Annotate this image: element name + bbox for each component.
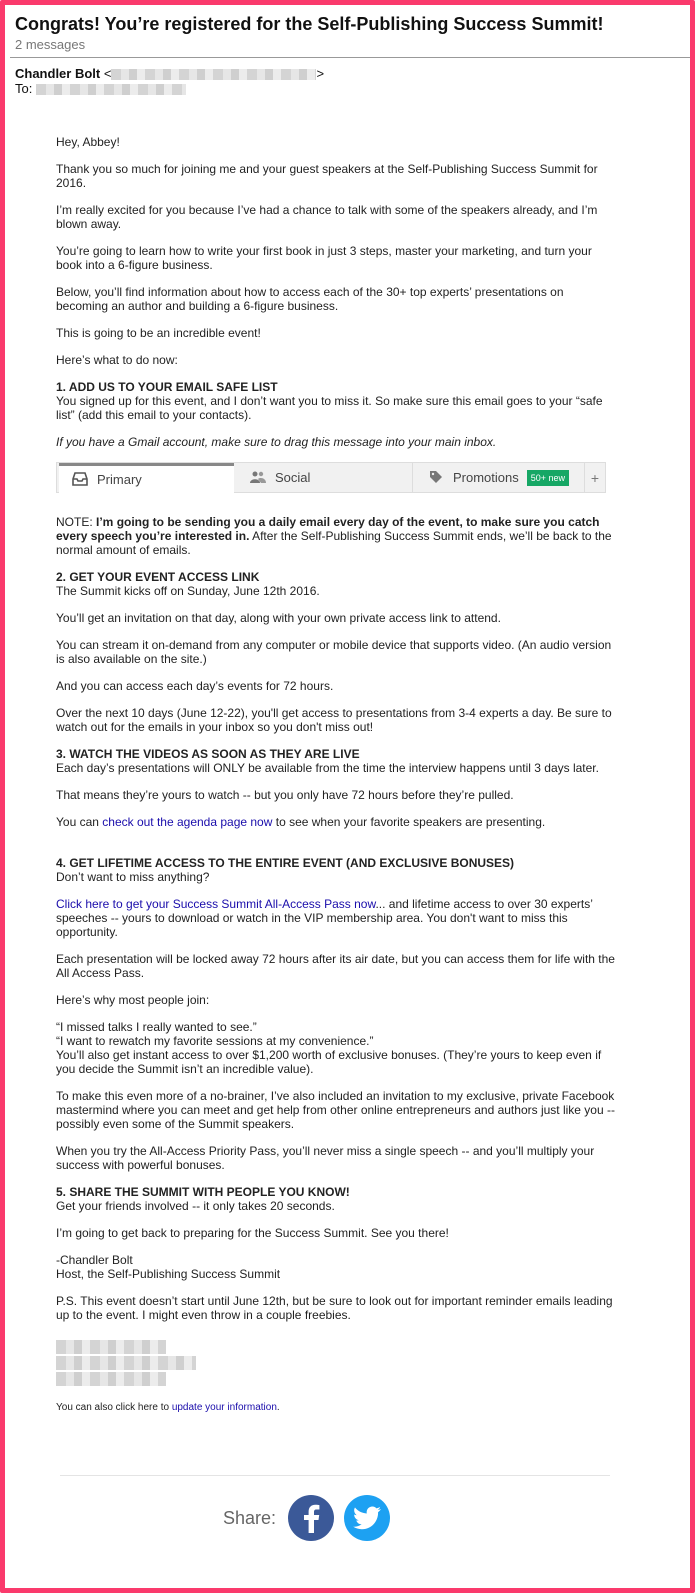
signature [56,1253,616,1281]
facebook-share-button[interactable] [288,1495,334,1541]
quotes [56,1020,616,1076]
agenda-post: to see when your favorite speakers are presenting. [272,815,546,829]
tab-primary [59,463,234,493]
paragraph: To make this even more of a no-brainer, I’ve also included an invitation to my exclusive, private Facebook mastermind where you can meet and get help from other online entrepreneurs and authors just like you -- possibly even some of the Summit speakers. [56,1089,615,1131]
section-text: Get your friends involved -- it only takes 20 seconds. [56,1199,335,1213]
section-text: Each day’s presentations will ONLY be available from the time the interview happens until 3 days later. [56,761,599,775]
twitter-icon [353,1506,381,1530]
to-label: To: [15,81,33,96]
tab-social [237,463,413,492]
paragraph: Each presentation will be locked away 72 hours after its air date, but you can access them for life with the All Access Pass. [56,952,615,980]
paragraph: When you try the All-Access Priority Pass, you’ll never miss a single speech -- and you’ll multiply your success with powerful bonuses. [56,1144,595,1172]
sender-bracket-close: > [316,66,325,81]
all-access-paragraph [56,897,616,939]
note-bold: I’m going to be sending you a daily email every day of the event, to make sure you catch every speech you’re interested in. [56,515,600,543]
paragraph: You can stream it on-demand from any computer or mobile device that supports video. (An audio version is also available on the site.) [56,638,612,666]
paragraph: That means they’re yours to watch -- but you only have 72 hours before they’re pulled. [56,788,514,802]
section-heading: 1. ADD US TO YOUR EMAIL SAFE LIST [56,380,278,394]
paragraph: Thank you so much for joining me and your guest speakers at the Self-Publishing Success Summit for 2016. [56,162,598,190]
signature-name: -Chandler Bolt [56,1253,133,1267]
tab-promotions [415,463,585,492]
update-info-line [56,1402,616,1414]
footer-divider [60,1475,610,1476]
share-bar [223,1495,400,1541]
update-post: . [276,1402,280,1413]
gmail-note [56,435,616,449]
section-heading: 3. WATCH THE VIDEOS AS SOON AS THEY ARE LIVE [56,747,360,761]
signature-title: Host, the Self-Publishing Success Summit [56,1267,281,1281]
paragraph: This is going to be an incredible event! [56,326,261,340]
paragraph: Here’s why most people join: [56,993,210,1007]
gmail-note-text: If you have a Gmail account, make sure to drag this message into your main inbox. [56,435,497,449]
postscript: P.S. This event doesn’t start until June 12th, but be sure to look out for important reminder emails leading up to the event. I might even throw in a couple freebies. [56,1294,613,1322]
bonus-text: You’ll also get instant access to over $1,200 worth of exclusive bonuses. (They’re yours to keep even if you decide the Summit isn’t an incredible value). [56,1048,602,1076]
section-text: Don’t want to miss anything? [56,870,210,884]
sender-name[interactable]: Chandler Bolt [15,66,101,81]
redacted-recipient [36,84,186,95]
section-2 [56,570,616,598]
email-body [56,135,616,1414]
facebook-icon [300,1503,322,1533]
note-paragraph [56,515,616,557]
section-1 [56,380,616,422]
section-heading: 2. GET YOUR EVENT ACCESS LINK [56,570,260,584]
sender-bracket-open: < [103,66,112,81]
section-heading: 5. SHARE THE SUMMIT WITH PEOPLE YOU KNOW! [56,1185,350,1199]
add-tab-icon: + [584,463,605,492]
twitter-share-button[interactable] [344,1495,390,1541]
note-rest: After the Self-Publishing Success Summit ends, we’ll be back to the normal amount of emails. [56,529,612,557]
section-5 [56,1185,616,1213]
tab-label: Social [275,469,311,485]
paragraph: You’re going to learn how to write your first book in just 3 steps, master your marketing, and turn your book into a 6-figure business. [56,244,592,272]
agenda-link[interactable]: check out the agenda page now [102,815,273,829]
paragraph: Below, you’ll find information about how to access each of the 30+ top experts’ presentations on becoming an author and building a 6-figure business. [56,285,564,313]
quote: “I want to rewatch my favorite sessions at my convenience.” [56,1034,374,1048]
section-heading: 4. GET LIFETIME ACCESS TO THE ENTIRE EVENT (AND EXCLUSIVE BONUSES) [56,856,515,870]
paragraph: And you can access each day’s events for 72 hours. [56,679,334,693]
section-3 [56,747,616,775]
email-header [15,13,685,53]
share-label: Share: [223,1507,277,1528]
redacted-line [56,1356,196,1370]
paragraph: I’m really excited for you because I’ve had a chance to talk with some of the speakers already, and I’m blown away. [56,203,598,231]
redacted-sender-email [111,69,316,80]
tag-icon [427,470,445,486]
tab-label: Promotions [453,469,519,485]
sender-line [15,66,324,81]
note-label: NOTE: [56,515,97,529]
agenda-paragraph [56,815,616,829]
paragraph: Over the next 10 days (June 12-22), you'll get access to presentations from 3-4 experts a day. Be sure to watch out for the emails in your inbox so you don't miss out! [56,706,612,734]
gmail-tabs-image [56,462,606,493]
recipient-line [15,81,186,96]
email-subject: Congrats! You’re registered for the Self-Publishing Success Summit! [15,14,604,34]
section-text: The Summit kicks off on Sunday, June 12th 2016. [56,584,320,598]
section-4 [56,856,616,884]
section-text: You signed up for this event, and I don’t want you to miss it. So make sure this email goes to your “safe list” (add this email to your contacts). [56,394,603,422]
header-divider [10,57,690,58]
greeting: Hey, Abbey! [56,135,120,149]
quote: “I missed talks I really wanted to see.” [56,1020,257,1034]
inbox-icon [71,472,89,488]
update-information-link[interactable]: update your information [171,1402,277,1413]
new-badge: 50+ new [527,470,569,486]
paragraph: I’m going to get back to preparing for the Success Summit. See you there! [56,1226,449,1240]
tab-label: Primary [97,471,142,487]
agenda-pre: You can [56,815,103,829]
update-pre: You can also click here to [56,1402,172,1413]
all-access-post: ... and lifetime access to over 30 experts’ speeches -- yours to download or watch in the VIP membership area. You don't want to miss this opportunity. [56,897,593,939]
redacted-footer-address [56,1340,616,1386]
paragraph: You’ll get an invitation on that day, along with your own private access link to attend. [56,611,501,625]
all-access-link[interactable]: Click here to get your Success Summit All-Access Pass now [56,897,376,911]
message-count: 2 messages [15,37,86,52]
redacted-line [56,1340,166,1354]
people-icon [249,471,267,485]
paragraph: Here’s what to do now: [56,353,178,367]
redacted-line [56,1372,166,1386]
